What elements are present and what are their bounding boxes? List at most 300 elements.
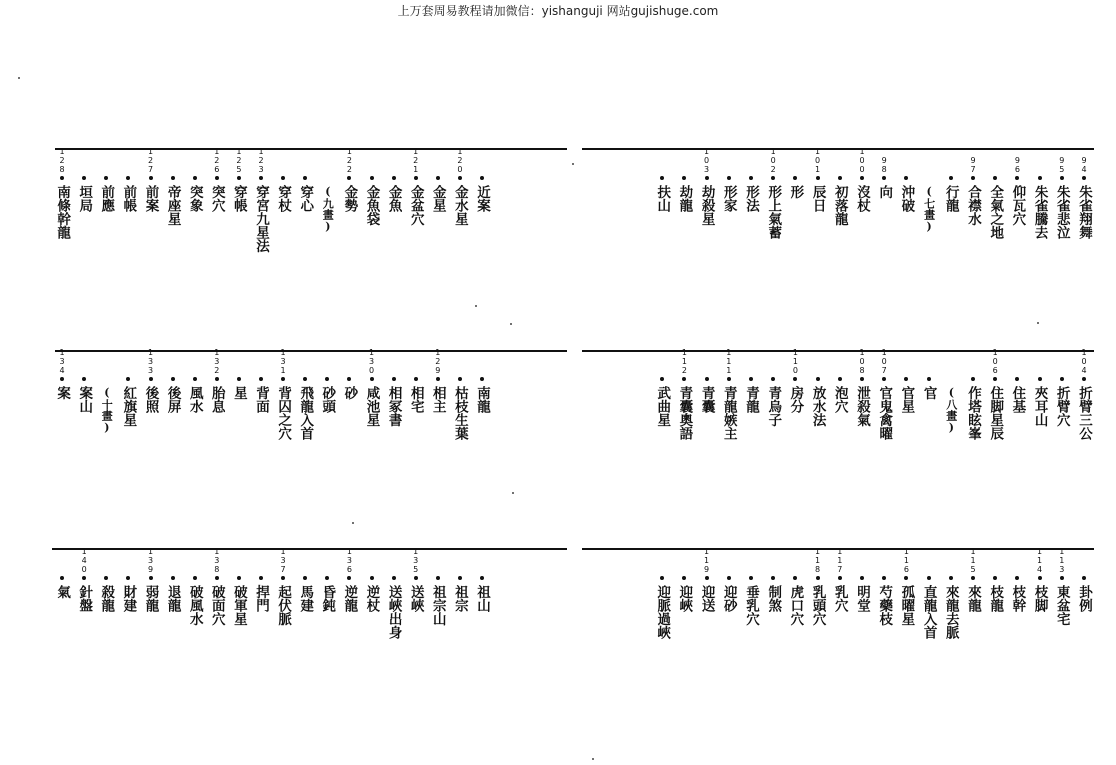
index-entry (831, 547, 849, 612)
bullet-dot (281, 576, 285, 580)
index-entry (986, 348, 1004, 440)
index-term: 風水 (186, 386, 203, 413)
bullet-dot (171, 377, 175, 381)
index-entry (809, 547, 827, 626)
index-entry (720, 348, 738, 440)
bullet-dot (1082, 576, 1086, 580)
index-entry (230, 574, 248, 626)
bullet-dot (104, 176, 108, 180)
page-number: 1 3 4 (59, 348, 65, 375)
index-term: 昏鈍 (319, 585, 336, 612)
bullet-dot (771, 576, 775, 580)
index-entry (53, 147, 71, 239)
index-entry (164, 375, 182, 413)
right-rule-2 (582, 350, 1094, 352)
index-entry (698, 147, 716, 226)
bullet-dot (771, 377, 775, 381)
index-entry (742, 174, 760, 212)
index-term: 穿心 (297, 185, 314, 212)
index-term: 垂乳穴 (743, 585, 759, 626)
bullet-dot (860, 576, 864, 580)
index-entry (186, 174, 204, 212)
index-entry (831, 375, 849, 413)
index-term: 住脚星辰 (987, 386, 1004, 440)
index-entry (186, 375, 204, 413)
page-number: 1 3 3 (147, 348, 154, 375)
index-term: 起伏脈 (275, 585, 292, 626)
index-entry (473, 174, 491, 212)
index-entry (764, 574, 782, 612)
bullet-dot (660, 176, 664, 180)
bullet-dot (414, 576, 418, 580)
bullet-dot (60, 176, 64, 180)
index-term: 弱龍 (142, 585, 159, 612)
bullet-dot (993, 377, 997, 381)
index-entry (720, 574, 738, 612)
bullet-dot (303, 377, 307, 381)
index-term: 紅旗星 (120, 386, 137, 427)
index-term: 制煞 (765, 585, 782, 612)
index-term: 孤曜星 (898, 585, 915, 626)
page-number: 1 2 7 (147, 147, 154, 174)
page-number: 1 3 0 (368, 348, 375, 375)
index-entry (1031, 174, 1049, 239)
bullet-dot (149, 576, 153, 580)
index-entry (186, 574, 204, 626)
index-entry (230, 147, 248, 212)
index-entry (53, 348, 71, 400)
index-entry (1008, 156, 1026, 226)
index-entry (875, 348, 893, 440)
page-speck (475, 305, 477, 307)
bullet-dot (82, 377, 86, 381)
index-entry (164, 574, 182, 612)
left-rule-2 (55, 350, 567, 352)
index-term: 直龍入首 (920, 585, 937, 639)
index-entry (429, 174, 447, 212)
page-number: 1 4 0 (81, 547, 87, 574)
index-term: 向 (876, 185, 893, 199)
index-entry (653, 574, 671, 639)
bullet-dot (414, 377, 418, 381)
index-entry (340, 147, 358, 212)
index-entry (451, 147, 469, 226)
bullet-dot (149, 377, 153, 381)
left-rule-3 (52, 548, 567, 550)
index-term: 突穴 (208, 185, 225, 212)
index-entry (318, 375, 336, 413)
index-term: 青龍嫉主 (720, 386, 737, 440)
bullet-dot (882, 377, 886, 381)
index-entry (1008, 375, 1026, 413)
index-entry (340, 547, 358, 612)
index-entry (97, 386, 115, 434)
stroke-count-heading: (八畫) (944, 386, 958, 434)
index-term: 泄殺氣 (854, 386, 870, 427)
right-rule-1 (582, 148, 1094, 150)
bullet-dot (705, 377, 709, 381)
index-term: 來龍 (965, 585, 981, 612)
index-term: 合襟水 (965, 185, 981, 226)
bullet-dot (458, 176, 462, 180)
page-number: 1 3 9 (147, 547, 154, 574)
bullet-dot (259, 377, 263, 381)
bullet-dot (414, 176, 418, 180)
bullet-dot (727, 576, 731, 580)
page-number: 1 3 1 (280, 348, 286, 375)
page-speck (592, 758, 594, 760)
index-term: 前案 (142, 185, 159, 212)
bullet-dot (370, 176, 374, 180)
index-term: 背面 (253, 386, 269, 413)
index-entry (208, 348, 226, 413)
index-term: 形 (787, 185, 804, 199)
index-term: 突象 (186, 185, 203, 212)
page-number: 1 0 2 (770, 147, 776, 174)
index-term: 垣局 (76, 185, 93, 212)
index-term: 馬建 (297, 585, 314, 612)
index-term: 朱雀翔舞 (1076, 185, 1092, 239)
bullet-dot (1082, 176, 1086, 180)
index-entry (429, 574, 447, 626)
index-term: 住基 (1009, 386, 1026, 413)
index-term: 青囊奧語 (676, 386, 693, 440)
page-number: 1 0 3 (704, 147, 710, 174)
bullet-dot (458, 377, 462, 381)
index-term: 針盤 (76, 585, 93, 612)
stroke-count-heading: (七畫) (922, 185, 936, 233)
page-number: 1 0 1 (815, 147, 821, 174)
index-term: 卦例 (1076, 585, 1092, 612)
index-entry (429, 348, 447, 413)
bullet-dot (392, 176, 396, 180)
index-entry (720, 174, 738, 212)
index-term: 朱雀悲泣 (1053, 185, 1070, 239)
page-number: 1 0 4 (1081, 348, 1087, 375)
page-number: 1 2 8 (59, 147, 65, 174)
bullet-dot (793, 576, 797, 580)
index-entry (875, 574, 893, 626)
bullet-dot (971, 176, 975, 180)
index-entry (119, 174, 137, 212)
index-term: 飛龍入首 (297, 386, 314, 440)
left-rule-1 (55, 148, 567, 150)
index-term: 來龍去脈 (942, 585, 959, 639)
index-entry (407, 375, 425, 413)
bullet-dot (1015, 576, 1019, 580)
page-number: 9 4 (1081, 156, 1087, 174)
index-term: 帝座星 (164, 185, 181, 226)
index-term: 作塔眩峯 (965, 386, 981, 440)
index-entry (407, 547, 425, 612)
index-entry (942, 386, 960, 434)
bullet-dot (993, 576, 997, 580)
index-term: 前應 (98, 185, 115, 212)
index-entry (318, 574, 336, 612)
index-entry (208, 547, 226, 626)
index-term: 芍藥枝 (876, 585, 893, 626)
index-entry (742, 375, 760, 413)
index-term: 背囚之穴 (275, 386, 292, 440)
index-entry (274, 547, 292, 626)
bullet-dot (882, 176, 886, 180)
index-term: 官 (920, 386, 937, 400)
bullet-dot (816, 176, 820, 180)
bullet-dot (793, 377, 797, 381)
index-term: 房分 (787, 386, 804, 413)
index-term: 枝龍 (987, 585, 1004, 612)
bullet-dot (838, 176, 842, 180)
index-term: 沒杖 (854, 185, 870, 212)
index-entry (897, 174, 915, 212)
index-entry (274, 174, 292, 212)
index-entry (1031, 547, 1049, 612)
bullet-dot (347, 176, 351, 180)
index-term: 穿帳 (230, 185, 247, 212)
index-term: 氣 (54, 585, 71, 599)
index-term: 初落龍 (831, 185, 848, 226)
index-term: 後照 (142, 386, 159, 413)
index-term: 迎脈過峽 (654, 585, 671, 639)
index-term: 迎峽 (676, 585, 693, 612)
index-entry (1053, 156, 1071, 239)
index-term: 泡穴 (831, 386, 848, 413)
index-term: 武曲星 (654, 386, 671, 427)
bullet-dot (749, 176, 753, 180)
index-entry (698, 375, 716, 413)
index-entry (1075, 574, 1093, 612)
bullet-dot (1060, 176, 1064, 180)
index-term: 枝脚 (1031, 585, 1048, 612)
bullet-dot (259, 176, 263, 180)
bullet-dot (971, 576, 975, 580)
index-term: 相宅 (407, 386, 424, 413)
page-number: 1 1 0 (792, 348, 798, 375)
index-entry (675, 574, 693, 612)
index-entry (119, 574, 137, 612)
page-number: 1 3 7 (280, 547, 286, 574)
index-entry (296, 375, 314, 440)
bullet-dot (215, 176, 219, 180)
index-term: 辰日 (809, 185, 826, 212)
bullet-dot (325, 377, 329, 381)
bullet-dot (993, 176, 997, 180)
index-term: 官鬼禽曜 (876, 386, 893, 440)
index-entry (853, 574, 871, 612)
bullet-dot (370, 377, 374, 381)
bullet-dot (882, 576, 886, 580)
index-term: 乳頭穴 (809, 585, 826, 626)
index-term: 捍門 (253, 585, 269, 612)
index-term: 折臂穴 (1053, 386, 1070, 427)
bullet-dot (682, 176, 686, 180)
index-term: 案山 (76, 386, 93, 413)
index-term: 星 (230, 386, 247, 400)
bullet-dot (660, 576, 664, 580)
bullet-dot (705, 176, 709, 180)
bullet-dot (816, 576, 820, 580)
index-term: 金星 (429, 185, 446, 212)
index-term: 逆龍 (341, 585, 358, 612)
index-term: 青烏子 (765, 386, 782, 427)
page-number: 1 1 2 (681, 348, 687, 375)
page-speck (352, 522, 354, 524)
index-term: 沖破 (898, 185, 915, 212)
bullet-dot (392, 377, 396, 381)
page-number: 9 7 (970, 156, 976, 174)
index-entry (363, 574, 381, 612)
index-term: 金盆穴 (407, 185, 424, 226)
index-entry (942, 574, 960, 639)
index-entry (97, 174, 115, 212)
index-entry (675, 348, 693, 440)
index-entry (473, 574, 491, 612)
index-entry (252, 375, 270, 413)
bullet-dot (838, 377, 842, 381)
bullet-dot (347, 576, 351, 580)
index-entry (385, 375, 403, 427)
index-term: 形法 (743, 185, 759, 212)
index-entry (809, 375, 827, 427)
index-term: 行龍 (942, 185, 959, 212)
bullet-dot (104, 576, 108, 580)
bullet-dot (949, 176, 953, 180)
index-entry (875, 156, 893, 199)
index-term: 金水星 (451, 185, 468, 226)
index-entry (1053, 375, 1071, 427)
index-term: 前帳 (120, 185, 137, 212)
bullet-dot (60, 377, 64, 381)
bullet-dot (904, 176, 908, 180)
index-term: 穿宮九星法 (253, 185, 269, 253)
index-entry (831, 174, 849, 226)
index-term: 相主 (429, 386, 446, 413)
index-entry (920, 574, 938, 639)
bullet-dot (82, 576, 86, 580)
page-number: 1 1 8 (815, 547, 821, 574)
bullet-dot (347, 377, 351, 381)
index-term: 逆杖 (363, 585, 380, 612)
index-term: 金勢 (341, 185, 358, 212)
bullet-dot (1060, 377, 1064, 381)
page-number: 9 6 (1014, 156, 1020, 174)
index-term: 砂 (341, 386, 358, 400)
bullet-dot (660, 377, 664, 381)
index-term: 夾耳山 (1031, 386, 1048, 427)
bullet-dot (1015, 377, 1019, 381)
index-entry (230, 375, 248, 400)
bullet-dot (392, 576, 396, 580)
page-number: 1 3 5 (413, 547, 419, 574)
index-entry (853, 348, 871, 427)
index-entry (252, 147, 270, 253)
bullet-dot (749, 576, 753, 580)
page-number: 1 0 7 (881, 348, 887, 375)
bullet-dot (1038, 176, 1042, 180)
index-entry (75, 547, 93, 612)
index-term: 迎砂 (720, 585, 737, 612)
page-number: 1 2 5 (236, 147, 242, 174)
bullet-dot (60, 576, 64, 580)
index-entry (942, 174, 960, 212)
index-entry (764, 147, 782, 239)
page-number: 1 0 8 (859, 348, 865, 375)
index-entry (920, 375, 938, 400)
index-term: 金魚袋 (363, 185, 380, 226)
index-term: 折臂三公 (1076, 386, 1092, 440)
index-entry (786, 348, 804, 413)
bullet-dot (458, 576, 462, 580)
page-number: 1 1 7 (837, 547, 843, 574)
page-number: 1 2 3 (258, 147, 264, 174)
stroke-count-heading: (九畫) (321, 185, 335, 233)
bullet-dot (1015, 176, 1019, 180)
index-term: 財建 (120, 585, 137, 612)
bullet-dot (215, 576, 219, 580)
bullet-dot (793, 176, 797, 180)
page-number: 1 1 1 (726, 348, 732, 375)
bullet-dot (727, 377, 731, 381)
bullet-dot (193, 576, 197, 580)
index-entry (119, 375, 137, 427)
bullet-dot (303, 576, 307, 580)
index-term: 形家 (720, 185, 737, 212)
bullet-dot (436, 377, 440, 381)
page-speck (18, 77, 20, 79)
index-term: 送峽出身 (385, 585, 402, 639)
index-entry (1053, 547, 1071, 626)
page-number: 1 3 8 (214, 547, 220, 574)
index-entry (897, 375, 915, 413)
bullet-dot (838, 576, 842, 580)
bullet-dot (949, 576, 953, 580)
bullet-dot (237, 576, 241, 580)
index-entry (1031, 375, 1049, 427)
page-number: 1 1 3 (1059, 547, 1065, 574)
page-number: 1 0 0 (859, 147, 865, 174)
bullet-dot (126, 176, 130, 180)
index-term: 乳穴 (831, 585, 848, 612)
bullet-dot (927, 576, 931, 580)
index-entry (964, 375, 982, 440)
index-entry (1008, 574, 1026, 612)
stroke-count-heading: (十畫) (100, 386, 114, 434)
index-entry (75, 375, 93, 413)
index-term: 青龍 (743, 386, 759, 413)
index-term: 東盆宅 (1053, 585, 1070, 626)
index-term: 劫龍 (676, 185, 693, 212)
watermark-banner: 上万套周易教程请加微信：yishanguji 网站gujishuge.com (397, 4, 719, 18)
index-entry (653, 375, 671, 427)
index-entry (407, 147, 425, 226)
index-entry (986, 174, 1004, 239)
bullet-dot (971, 377, 975, 381)
index-entry (53, 574, 71, 599)
bullet-dot (281, 377, 285, 381)
index-term: 枯枝生葉 (451, 386, 468, 440)
bullet-dot (771, 176, 775, 180)
index-term: 相冢書 (385, 386, 402, 427)
bullet-dot (682, 576, 686, 580)
bullet-dot (816, 377, 820, 381)
index-term: 虎口穴 (787, 585, 804, 626)
index-term: 迎送 (698, 585, 715, 612)
index-entry (75, 174, 93, 212)
index-entry (97, 574, 115, 612)
bullet-dot (436, 176, 440, 180)
bullet-dot (1038, 377, 1042, 381)
bullet-dot (904, 576, 908, 580)
